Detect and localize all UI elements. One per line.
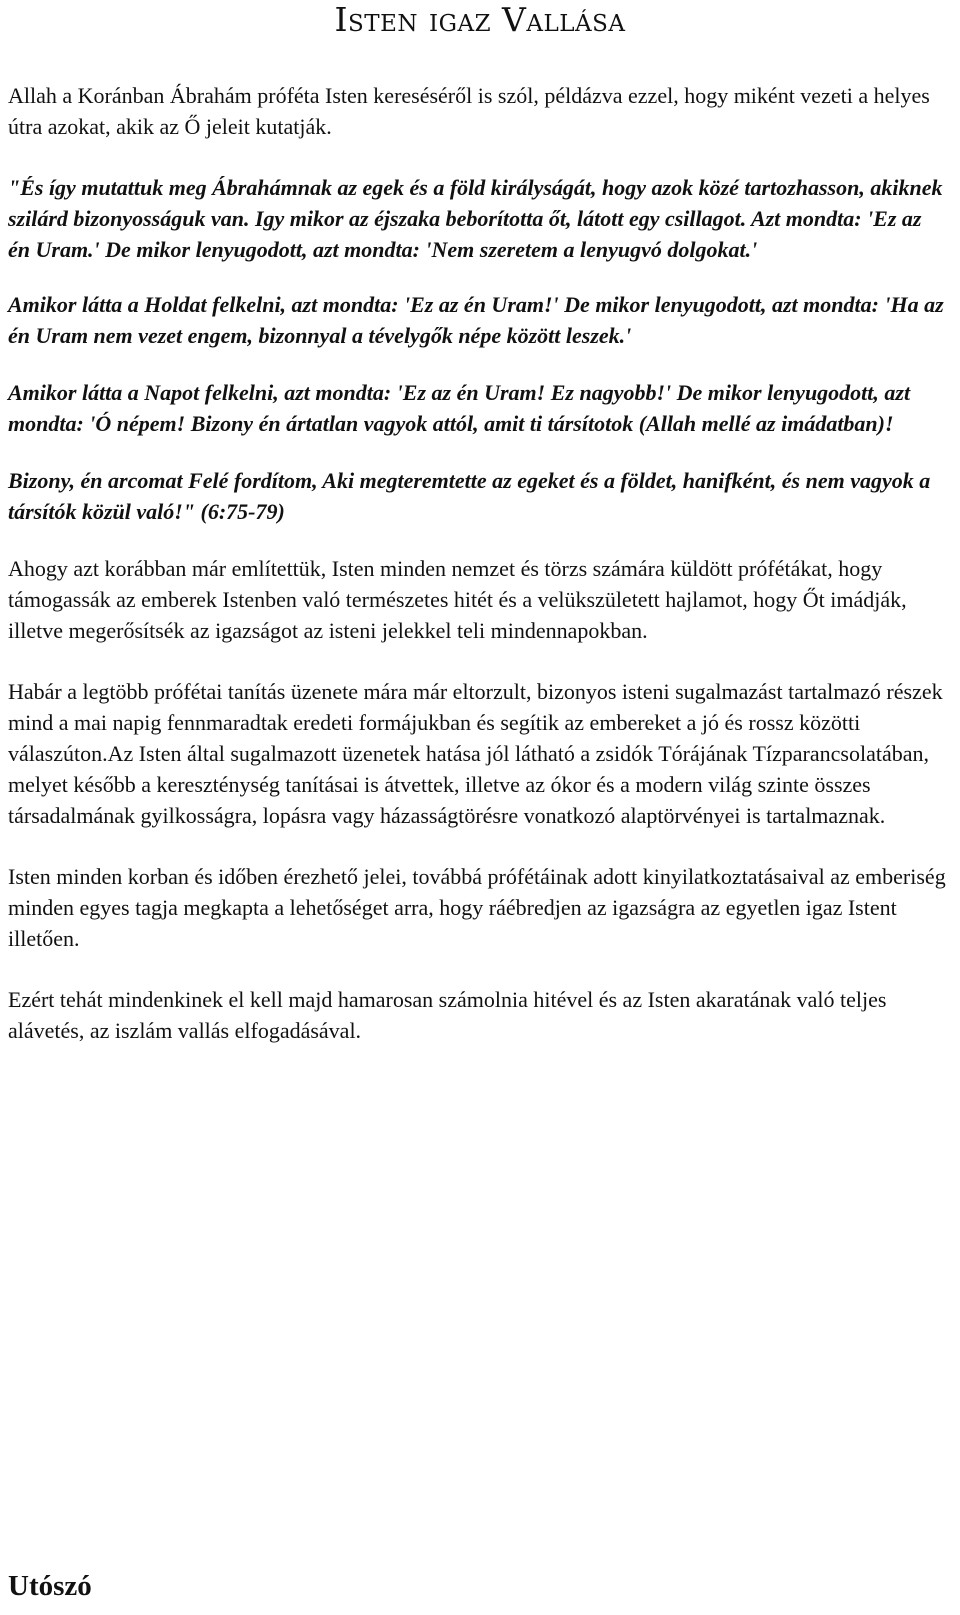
body-paragraph-1: Ahogy azt korábban már említettük, Isten minden nemzet és törzs számára küldött prófétákat, hogy támogassák az emberek Istenben való természetes hitét és a velükszületett hajlamot, hogy Őt imádják, illetve megerősítsék az igazságot az isteni jelekkel teli mindennapokban. [8, 556, 907, 643]
quran-quote-paragraph-2: Amikor látta a Holdat felkelni, azt mondta: 'Ez az én Uram!' De mikor lenyugodott, azt mondta: 'Ha az én Uram nem vezet engem, bizonnyal a tévelygők népe között leszek.' [8, 292, 944, 348]
intro-paragraph: Allah a Koránban Ábrahám próféta Isten kereséséről is szól, példázva ezzel, hogy miként vezeti a helyes útra azokat, akik az Ő jeleit kutatják. [8, 83, 930, 139]
body-paragraph-2: Habár a legtöbb prófétai tanítás üzenete mára már eltorzult, bizonyos isteni sugalmazást tartalmazó részek mind a mai napig fennmaradtak eredeti formájukban és segítik az embereket a jó és rossz közötti válaszúton.Az Isten által sugalmazott üzenetek hatása jól látható a zsidók Tórájának Tízparancsolatában, melyet később a kereszténység tanításai is átvettek, illetve az ókor és a modern világ szinte összes társadalmának gyilkosságra, lopásra vagy házasságtörésre vonatkozó alaptörvényei is tartalmaznak. [8, 679, 943, 828]
quran-quote-paragraph-4: Bizony, én arcomat Felé fordítom, Aki megteremtette az egeket és a földet, hanifként, és nem vagyok a társítók közül való!" (6:75-79) [8, 468, 931, 524]
quran-quote-paragraph-3: Amikor látta a Napot felkelni, azt mondta: 'Ez az én Uram! Ez nagyobb!' De mikor lenyugodott, azt mondta: 'Ó népem! Bizony én ártatlan vagyok attól, amit ti társítotok (Allah mellé az imádatban)! [8, 380, 911, 436]
page-title: Isten igaz Vallása [334, 0, 626, 39]
quran-quote-paragraph-1: "És így mutattuk meg Ábrahámnak az egek és a föld királyságát, hogy azok közé tartozhasson, akiknek szilárd bizonyosságuk van. Igy mikor az éjszaka beborította őt, látott egy csillagot. Azt mondta: 'Ez az én Uram.' De mikor lenyugodott, azt mondta: 'Nem szeretem a lenyugvó dolgokat.' [8, 175, 943, 262]
section-heading-afterword: Utószó [8, 1570, 92, 1602]
body-paragraph-4: Ezért tehát mindenkinek el kell majd hamarosan számolnia hitével és az Isten akaratának való teljes alávetés, az iszlám vallás elfogadásával. [8, 987, 887, 1043]
article-body [8, 80, 948, 1076]
body-paragraph-3: Isten minden korban és időben érezhető jelei, továbbá prófétáinak adott kinyilatkoztatásaival az emberiség minden egyes tagja megkapta a lehetőséget arra, hogy ráébredjen az igazságra az egyetlen igaz Istent illetően. [8, 864, 946, 951]
